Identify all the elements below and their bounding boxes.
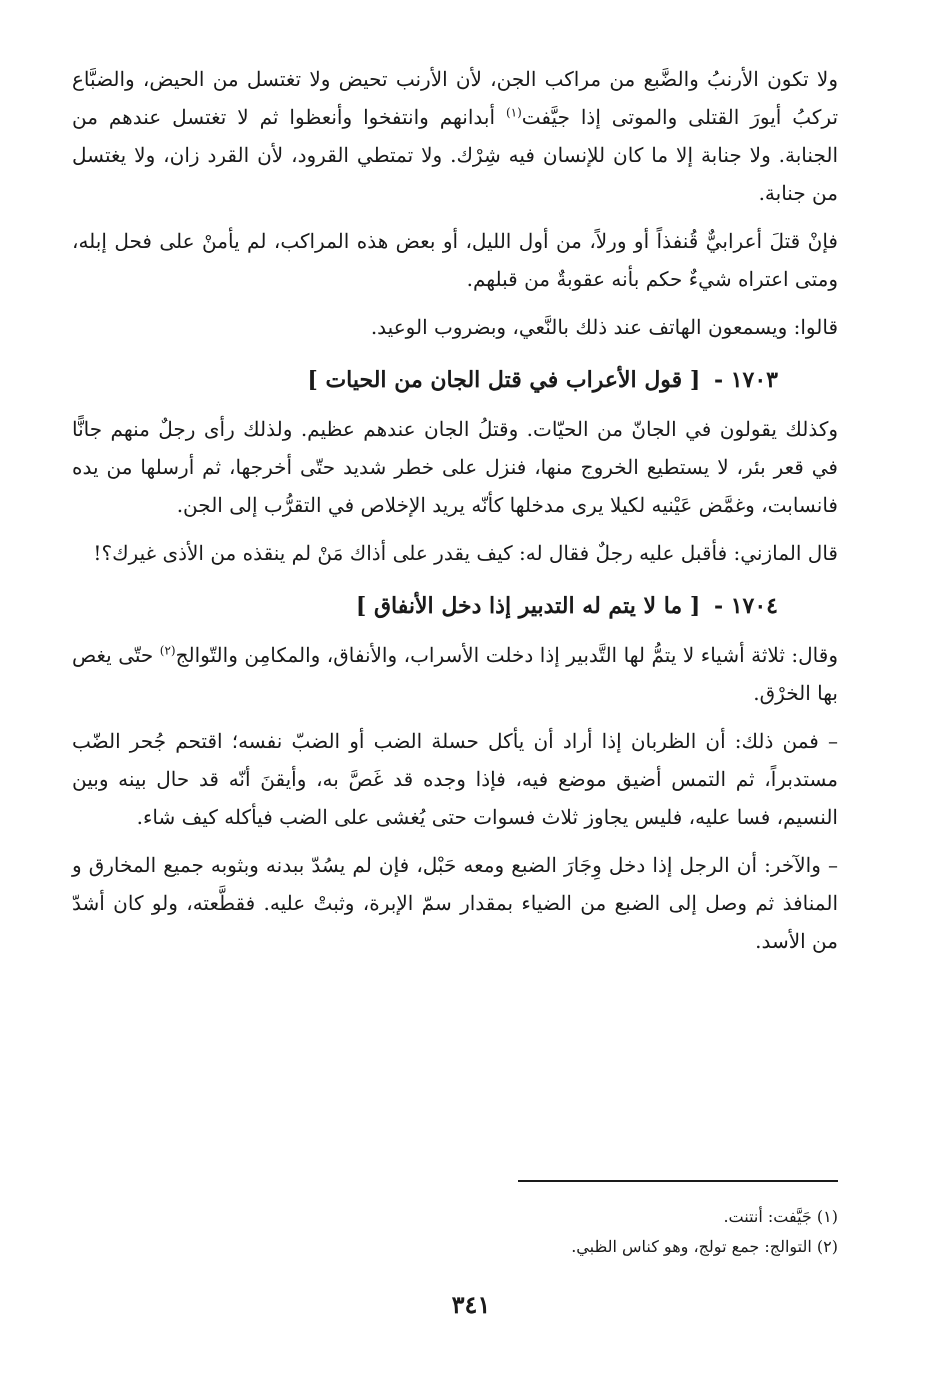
section-heading (72, 360, 838, 400)
footnote-marker: (١) (816, 1207, 838, 1226)
paragraph: – والآخر: أن الرجل إذا دخل وِجَارَ الضبع ومعه حَبْل، فإن لم يسُدّ ببدنه وبثوبه جميع المخارق و المنافذ ثم وصل إلى الضبع من الضياء بمقدار سمّ الإبرة، وثبتْ عليه. فقطَّعته، ولو كان أشدّ من الأسد. (72, 853, 838, 953)
paragraph: – فمن ذلك: أن الظربان إذا أراد أن يأكل حسلة الضب أو الضبّ نفسه؛ اقتحم جُحر الضّب مستدبراً، ثم التمس أضيق موضع فيه، فإذا وجده قد غَصَّ به، وأيقنَ أنّه قد حال بينه وبين النسيم، فسا عليه، فليس يجاوز ثلاث فسوات حتى يُغشى على الضب فيأكله كيف شاء. (72, 729, 838, 829)
page-number: ٣٤١ (451, 1290, 491, 1319)
footnote-divider (518, 1180, 838, 1182)
footnote-ref[interactable]: (٢) (159, 643, 176, 658)
footnotes (138, 1202, 838, 1262)
footnote-text: جَيَّفت: أنتنت. (723, 1207, 812, 1226)
paragraph-text: وقال: ثلاثة أشياء لا يتمُّ لها التَّدبير إذا دخلت الأسراب، والأنفاق، والمكامِن والتّوالج (175, 643, 838, 667)
footnote-text: التوالج: جمع تولج، وهو كناس الظبي. (571, 1237, 812, 1256)
paragraph: قالوا: ويسمعون الهاتف عند ذلك بالنَّعي، وبضروب الوعيد. (370, 315, 838, 339)
footnote (138, 1232, 838, 1262)
paragraph: قال المازني: فأقبل عليه رجلٌ فقال له: كيف يقدر على أذاك مَنْ لم ينقذه من الأذى غيرك؟! (93, 541, 838, 565)
footnote (138, 1202, 838, 1232)
section-title: [ ما لا يتم له التدبير إذا دخل الأنفاق ] (355, 593, 701, 619)
footnote-marker: (٢) (816, 1237, 838, 1256)
paragraph: وكذلك يقولون في الجانّ من الحيّات. وقتلُ الجان عندهم عظيم. ولذلك رأى رجلٌ منهم جانًّا في قعر بئر، لا يستطيع الخروج منها، فنزل على خطر شديد حتّى أخرجها، ثم أرسلها من يده فانسابت، وغمَّض عَيْنيه لكيلا يرى مدخلها كأنّه يريد الإخلاص في التقرُّب إلى الجن. (72, 417, 838, 517)
paragraph (72, 636, 838, 712)
section-heading (72, 586, 838, 626)
page-body (72, 60, 838, 970)
paragraph-text: أبدانهم وانتفخوا وأنعظوا ثم لا تغتسل عندهم من الجنابة. ولا جنابة إلا ما كان للإنسان فيه شِرْك. ولا تمتطي القرود، لأن القرد زان، ولا يغتسل من جنابة. (72, 105, 838, 205)
paragraph-text: ولا تكون الأرنبُ والضَّبع من مراكب الجن، لأن الأرنب تحيض ولا تغتسل من الحيض، والضبَّاع تركبُ أيورَ القتلى والموتى إذا جيَّفت (72, 67, 839, 129)
paragraph: فإنْ قتلَ أعرابيٌّ قُنفذاً أو ورلاً، من أول الليل، أو بعض هذه المراكب، لم يأمنْ على فحل إبله، ومتى اعتراه شيءٌ حكم بأنه عقوبةٌ من قبلهم. (72, 229, 838, 291)
paragraph (72, 60, 838, 212)
footnote-ref[interactable]: (١) (505, 105, 522, 120)
paragraph-text: حتّى يغص بها الخرْق. (72, 643, 838, 705)
section-title: [ قول الأعراب في قتل الجان من الحيات ] (307, 367, 701, 393)
section-number: ١٧٠٤ - (713, 593, 778, 619)
section-number: ١٧٠٣ - (713, 367, 778, 393)
